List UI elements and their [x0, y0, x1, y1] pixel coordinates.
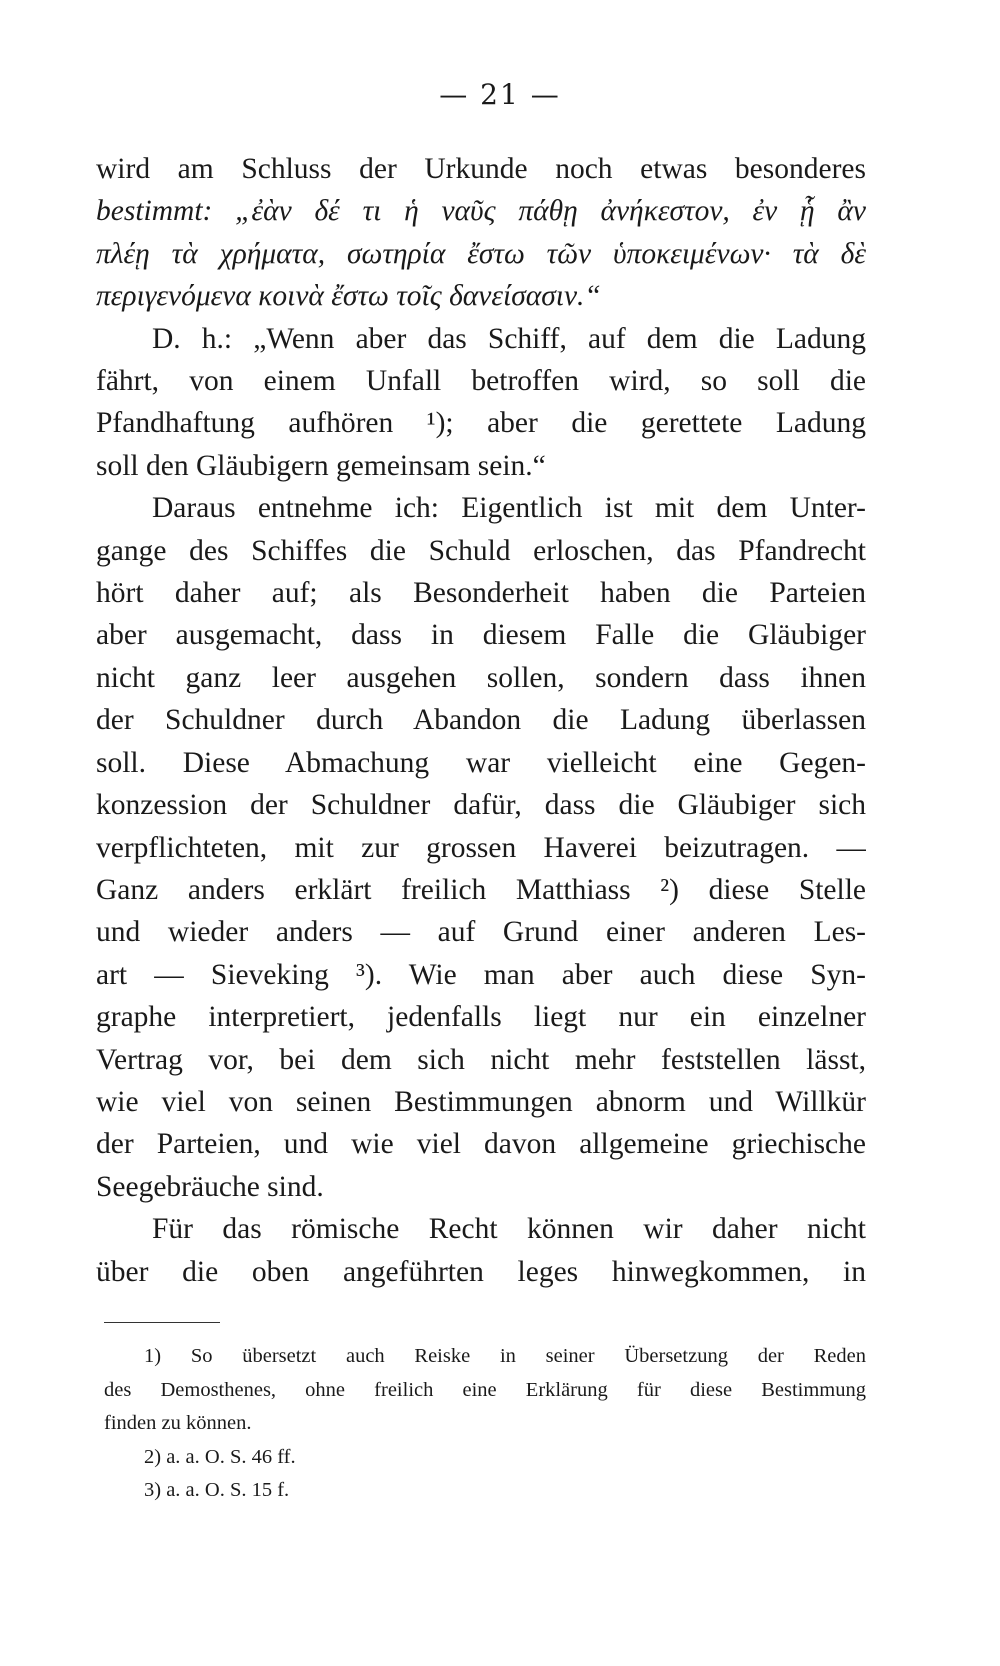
body-line: soll den Gläubigern gemeinsam sein.“: [96, 449, 546, 482]
body-line: bestimmt: „ἐὰν δέ τι ἡ ναῦς πάθῃ ἀνήκεστον, ἐν ᾗ ἂν: [96, 195, 866, 228]
body-line: und wieder anders — auf Grund einer anderen Les-: [96, 916, 866, 949]
footnote-line: des Demosthenes, ohne freilich eine Erklärung für diese Bestimmung: [104, 1378, 866, 1401]
page-number: — 21 —: [439, 78, 561, 111]
body-line: art — Sieveking ³). Wie man aber auch diese Syn-: [96, 958, 866, 991]
body-line: wie viel von seinen Bestimmungen abnorm und Willkür: [96, 1085, 866, 1118]
body-line: Vertrag vor, bei dem sich nicht mehr feststellen lässt,: [96, 1043, 866, 1076]
footnote-separator: [104, 1322, 220, 1323]
body-line: verpflichteten, mit zur grossen Haverei beizutragen. —: [96, 831, 866, 864]
body-line: der Parteien, und wie viel davon allgemeine griechische: [96, 1128, 866, 1161]
body-line: fährt, von einem Unfall betroffen wird, so soll die: [96, 365, 866, 398]
body-line: nicht ganz leer ausgehen sollen, sondern dass ihnen: [96, 661, 866, 694]
body-line: περιγενόμενα κοινὰ ἔστω τοῖς δανείσασιν.“: [96, 280, 601, 313]
body-line: D. h.: „Wenn aber das Schiff, auf dem die Ladung: [152, 322, 866, 355]
footnote-line: 1) So übersetzt auch Reiske in seiner Übersetzung der Reden: [144, 1345, 866, 1367]
body-line: konzession der Schuldner dafür, dass die Gläubiger sich: [96, 789, 866, 822]
footnote-line: 3) a. a. O. S. 15 f.: [144, 1479, 290, 1501]
body-line: πλέῃ τὰ χρήματα, σωτηρία ἔστω τῶν ὑποκειμένων· τὰ δὲ: [96, 237, 866, 270]
body-line: gange des Schiffes die Schuld erloschen, das Pfandrecht: [96, 534, 866, 567]
body-line: Seegebräuche sind.: [96, 1170, 324, 1203]
body-line: wird am Schluss der Urkunde noch etwas besonderes: [96, 153, 866, 185]
body-text: [96, 148, 866, 1293]
body-line: hört daher auf; als Besonderheit haben die Parteien: [96, 577, 866, 610]
body-line: soll. Diese Abmachung war vielleicht eine Gegen-: [96, 746, 866, 779]
body-line: über die oben angeführten leges hinwegkommen, in: [96, 1255, 866, 1288]
body-line: Daraus entnehme ich: Eigentlich ist mit dem Unter-: [152, 492, 866, 525]
body-line: Für das römische Recht können wir daher nicht: [152, 1213, 866, 1246]
body-line: aber ausgemacht, dass in diesem Falle die Gläubiger: [96, 619, 866, 652]
body-line: Ganz anders erklärt freilich Matthiass ²) diese Stelle: [96, 873, 866, 906]
body-line: Pfandhaftung aufhören ¹); aber die gerettete Ladung: [96, 407, 866, 440]
footnotes: [104, 1340, 866, 1508]
body-line: graphe interpretiert, jedenfalls liegt nur ein einzelner: [96, 1001, 866, 1034]
body-line: der Schuldner durch Abandon die Ladung überlassen: [96, 704, 866, 737]
footnote-line: 2) a. a. O. S. 46 ff.: [144, 1445, 296, 1468]
footnote-line: finden zu können.: [104, 1412, 252, 1434]
